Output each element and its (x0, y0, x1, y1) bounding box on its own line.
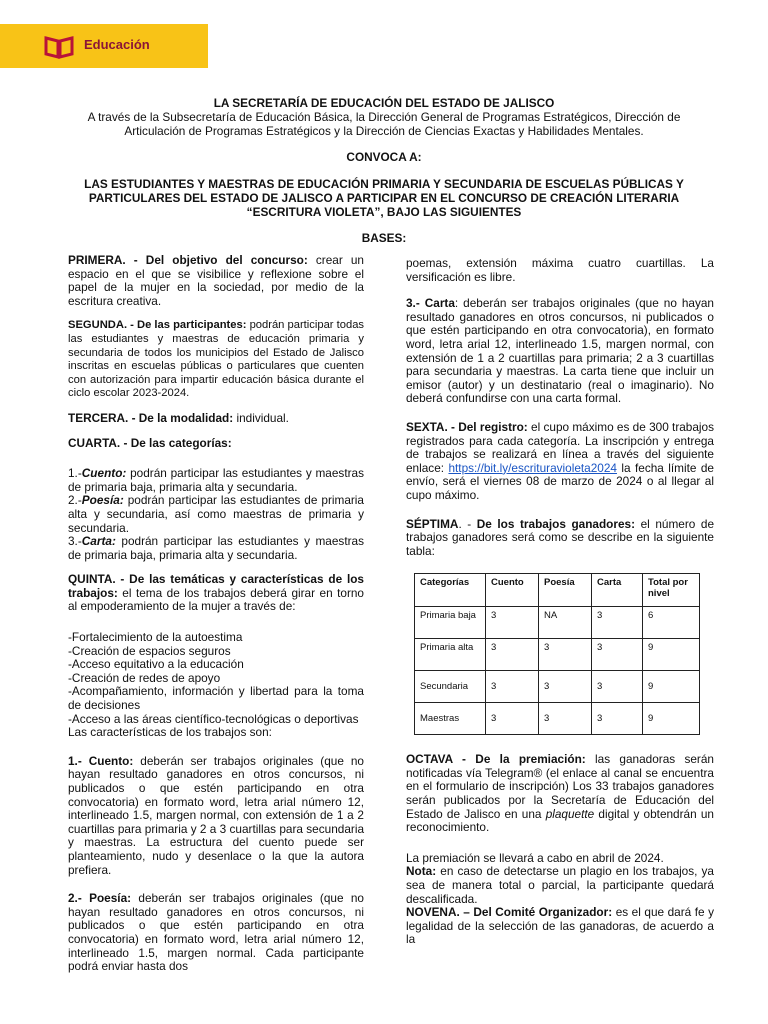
poesia-text: deberán ser trabajos originales (que no hayan resultado ganadores en otros concursos, ni publicados o que estén participando en otra convocatoria) en formato word, letra arial número 12, interlineado 1.5, margen normal. Cada participante podrá enviar hasta dos (68, 891, 364, 974)
octava-label: OCTAVA - De la premiación: (406, 752, 586, 767)
cat1-name: Cuento: (81, 466, 127, 481)
table-cell: Maestras (415, 703, 486, 735)
table-cell: 3 (486, 639, 539, 671)
cuarta-label: CUARTA. - De las categorías: (68, 435, 232, 450)
table-cell: Primaria baja (415, 607, 486, 639)
table-cell: 3 (486, 607, 539, 639)
cat2-num: 2.- (68, 493, 82, 508)
novena-text: es el que dará fe y legalidad de la selección de las ganadoras, de acuerdo a la (406, 905, 714, 947)
table-cell: 3 (486, 671, 539, 703)
registration-link[interactable]: https://bit.ly/escrituravioleta2024 (448, 460, 617, 475)
theme-item: -Acceso equitativo a la educación (68, 657, 244, 672)
table-cell: Secundaria (415, 671, 486, 703)
poesia-continuation: poemas, extensión máxima cuatro cuartillas. La versificación es libre. (406, 256, 714, 284)
category-cuento (68, 467, 364, 494)
theme-item: -Acompañamiento, información y libertad para la toma de decisiones (68, 684, 364, 713)
right-column (406, 257, 714, 947)
octava-text-1: las ganadoras serán notificadas vía Telegram® (el enlace al canal se encuentra en el formulario de inscripción) Los 33 trabajos ganadores serán publicados por la Secretaría de Educación del Estado de Jalisco en una (406, 752, 714, 821)
winners-table (414, 573, 700, 735)
table-cell: 9 (643, 639, 700, 671)
table-row (415, 671, 700, 703)
section-octava (406, 753, 714, 835)
table-cell: NA (539, 607, 592, 639)
section-septima (406, 518, 714, 559)
section-carta (406, 297, 714, 406)
brand-name: Educación (84, 37, 150, 52)
theme-item: -Creación de espacios seguros (68, 643, 231, 658)
table-cell: 3 (592, 703, 643, 735)
left-column (68, 254, 364, 974)
section-novena (406, 906, 714, 947)
septima-label: SÉPTIMA (406, 516, 459, 531)
cat2-name: Poesía: (81, 493, 124, 508)
novena-label: NOVENA. – Del Comité Organizador: (406, 905, 613, 920)
nota-label: Nota: (406, 864, 437, 879)
brand-banner (0, 24, 208, 68)
section-primera (68, 254, 364, 308)
section-segunda (68, 319, 364, 401)
cat2-text: podrán participar las estudiantes de primaria alta y secundaria, así como maestras de primaria y secundaria. (68, 493, 364, 535)
table-cell: Primaria alta (415, 639, 486, 671)
cat3-num: 3.- (68, 534, 82, 549)
septima-sep: . - (458, 516, 477, 531)
tercera-label: TERCERA. - De la modalidad: (68, 410, 234, 425)
cat1-num: 1.- (68, 466, 82, 481)
cat1-text: podrán participar las estudiantes y maestras de primaria baja, primaria alta y secundaria. (68, 466, 364, 494)
table-cell: 3 (539, 671, 592, 703)
characteristics-intro: Las características de los trabajos son: (68, 725, 272, 740)
convoca-heading: CONVOCA A: (346, 150, 422, 164)
quinta-label: QUINTA. - De las temáticas y características de los trabajos: (68, 572, 364, 600)
table-cell: 3 (592, 607, 643, 639)
table-header-cell: Carta (592, 574, 643, 607)
cat3-text: podrán participar las estudiantes y maestras de primaria baja, primaria alta y secundaria. (68, 534, 364, 562)
cuento-text: deberán ser trabajos originales (que no hayan resultado ganadores en otros concursos, ni publicados o que estén participando en otra convocatoria) en formato word, letra arial número 12, interlineado 1.5, margen normal, con extensión de 1 a 2 cuartillas para primaria y 2 a 3 cuartillas para secundaria y maestras. La estructura del cuento puede ser planteamiento, nudo y desenlace o la que la autora prefiera. (68, 753, 364, 877)
table-header-row (415, 574, 700, 607)
nota-text: en caso de detectarse un plagio en los trabajos, ya sea de manera total o parcial, la participante quedará descalificada. (406, 864, 714, 906)
table-header-cell: Poesía (539, 574, 592, 607)
carta-label: 3.- Carta (406, 296, 455, 311)
section-nota (406, 865, 714, 906)
document-subtitle: A través de la Subsecretaría de Educación Básica, la Dirección General de Programas Estratégicos, Dirección de Articulación de Programas Estratégicos y la Dirección de Ciencias Exactas y Habilidades Mentales. (87, 110, 681, 138)
section-poesia (68, 892, 364, 974)
cuento-label: 1.- Cuento: (68, 753, 134, 768)
table-cell: 3 (539, 703, 592, 735)
section-sexta (406, 421, 714, 503)
table-cell: 3 (592, 671, 643, 703)
section-tercera (68, 412, 364, 426)
section-quinta (68, 573, 364, 614)
segunda-label: SEGUNDA. - De las participantes: (68, 319, 247, 332)
table-cell: 3 (539, 639, 592, 671)
poesia-label: 2.- Poesía: (68, 891, 132, 906)
table-cell: 9 (643, 671, 700, 703)
carta-text: : deberán ser trabajos originales (que no hayan resultado ganadores en otros concursos, ni publicados o que estén participando en otra convocatoria), en formato word, letra arial 12, interlineado 1.5, margen normal, con extensión de 1 a 2 cuartillas para primaria; 2 a 3 cuartillas para secundaria y maestras. La carta tiene que incluir un emisor (autor) y un destinatario (real o imaginario). No deberá confundirse con una carta formal. (406, 296, 714, 406)
category-poesia (68, 494, 364, 535)
table-header-cell: Categorías (415, 574, 486, 607)
table-cell: 9 (643, 703, 700, 735)
table-header-cell: Total por nivel (643, 574, 700, 607)
open-book-icon (44, 35, 74, 59)
primera-label: PRIMERA. - Del objetivo del concurso: (68, 253, 308, 267)
theme-item: -Creación de redes de apoyo (68, 670, 221, 685)
table-header-cell: Cuento (486, 574, 539, 607)
table-row (415, 703, 700, 735)
octava-text-2: digital y obtendrán un reconocimiento. (406, 806, 714, 835)
segunda-text: podrán participar todas las estudiantes y maestras de educación primaria y secundaria de todos los municipios del Estado de Jalisco inscritas en escuelas públicas o particulares que cuenten con autorización para impartir educación básica durante el ciclo escolar 2023-2024. (68, 319, 365, 400)
primera-text: crear un espacio en el que se visibilice y reflexione sobre el papel de la mujer en la sociedad, por medio de la escritura creativa. (68, 253, 364, 308)
quinta-text: el tema de los trabajos deberá girar en torno al empoderamiento de la mujer a través de: (68, 585, 364, 614)
section-cuento (68, 755, 364, 877)
sexta-text-1: el cupo máximo es de 300 trabajos registrados para cada categoría. La inscripción y entrega de trabajos se realizará en línea a través del siguiente enlace: (406, 419, 715, 475)
theme-item: -Fortalecimiento de la autoestima (68, 630, 243, 645)
cat3-name: Carta: (81, 534, 116, 549)
octava-italic: plaquette (545, 806, 595, 821)
septima-text: el número de trabajos ganadores será como se describe en la siguiente tabla: (406, 516, 715, 558)
table-row (415, 607, 700, 639)
bases-heading: BASES: (361, 231, 407, 245)
document-title: LA SECRETARÍA DE EDUCACIÓN DEL ESTADO DE JALISCO (213, 96, 555, 110)
septima-label-2: De los trabajos ganadores: (476, 516, 636, 531)
table-cell: 6 (643, 607, 700, 639)
category-carta (68, 535, 364, 562)
sexta-text-2: la fecha límite de envío, será el viernes 08 de marzo de 2024 o al llegar al cupo máximo. (406, 460, 714, 502)
theme-item: -Acceso a las áreas científico-tecnológicas o deportivas (68, 711, 359, 726)
table-cell: 3 (592, 639, 643, 671)
sexta-label: SEXTA. - Del registro: (406, 419, 528, 434)
premiacion-date: La premiación se llevará a cabo en abril de 2024. (406, 850, 664, 865)
table-cell: 3 (486, 703, 539, 735)
table-row (415, 639, 700, 671)
invitation-heading: LAS ESTUDIANTES Y MAESTRAS DE EDUCACIÓN PRIMARIA Y SECUNDARIA DE ESCUELAS PÚBLICAS Y PARTICULARES DEL ESTADO DE JALISCO A PARTICIPAR EN EL CONCURSO DE CREACIÓN LITERARIA “ESCRITURA VIOLETA”, BAJO LAS SIGUIENTES (84, 177, 684, 219)
tercera-text: individual. (233, 410, 289, 425)
